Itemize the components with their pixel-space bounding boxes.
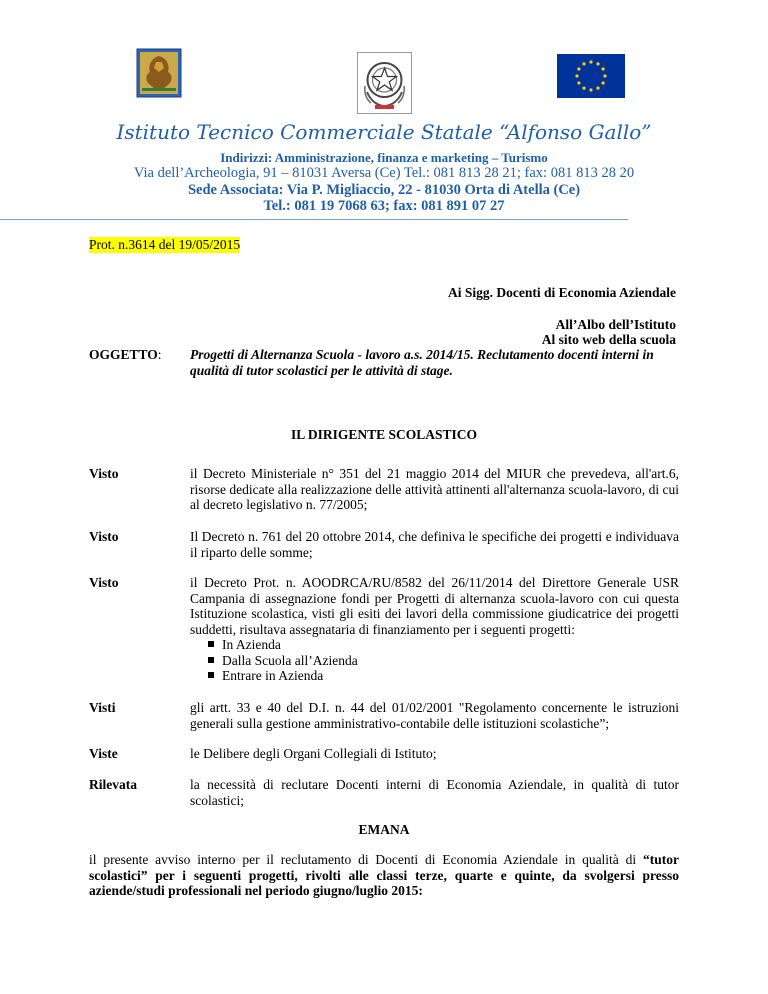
school-crest-logo	[136, 48, 182, 98]
consideration-label: Visto	[89, 529, 119, 544]
square-bullet-icon	[208, 672, 214, 678]
subject-label	[89, 347, 162, 363]
recipient-website: Al sito web della scuola	[541, 332, 676, 347]
consideration-text: gli artt. 33 e 40 del D.I. n. 44 del 01/02/2001 "Regolamento concernente le istruzioni generali sulla gestione amministrativo-contabile delle istituzioni scolastiche”;	[190, 700, 679, 731]
subject-label-text: OGGETTO	[89, 347, 158, 362]
consideration-text: il Decreto Prot. n. AOODRCA/RU/8582 del 26/11/2014 del Direttore Generale USR Campania di assegnazione fondi per Progetti di alternanza scuola-lavoro con cui questa Istituzione scolastica, visti gli esiti dei lavori della commissione giudicatrice dei progetti suddetti, risultava assegnataria di finanziamento per i seguenti progetti:	[190, 575, 679, 637]
consideration-text: il Decreto Ministeriale n° 351 del 21 maggio 2014 del MIUR che prevedeva, all'art.6, risorse dedicate alla realizzazione delle attività attinenti all'alternanza scuola-lavoro, di cui al decreto legislativo n. 77/2005;	[190, 466, 679, 512]
subject-label-colon: :	[157, 347, 162, 362]
school-indirizzi: Indirizzi: Amministrazione, finanza e marketing – Turismo	[220, 150, 548, 165]
eu-flag-logo	[557, 54, 625, 98]
project-name: Dalla Scuola all’Azienda	[222, 652, 358, 668]
final-paragraph-bold: “tutor scolastici” per i seguenti progetti, rivolti alle classi terze, quarte e quinte, da svolgersi presso aziende/studi professionali nel periodo giugno/luglio 2015:	[89, 852, 679, 898]
associated-site-address: Sede Associata: Via P. Migliaccio, 22 - 81030 Orta di Atella (Ce)	[187, 182, 581, 198]
consideration-text-with-list	[190, 575, 679, 684]
list-item	[206, 668, 679, 684]
final-paragraph-intro: il presente avviso interno per il reclutamento di Docenti di Economia Aziendale in qualità di	[89, 852, 643, 867]
square-bullet-icon	[208, 657, 214, 663]
subject-text: Progetti di Alternanza Scuola - lavoro a.s. 2014/15. Reclutamento docenti interni in qualità di tutor scolastici per le attività di stage.	[190, 347, 654, 378]
list-item	[206, 653, 679, 669]
final-paragraph	[89, 852, 679, 899]
consideration-label: Visto	[89, 575, 119, 590]
consideration-text: Il Decreto n. 761 del 20 ottobre 2014, che definiva le specifiche dei progetti e individuava il riparto delle somme;	[190, 529, 679, 560]
project-name: Entrare in Azienda	[222, 668, 324, 683]
protocol-number: Prot. n.3614 del 19/05/2015	[89, 237, 241, 252]
consideration-text: la necessità di reclutare Docenti interni di Economia Aziendale, in qualità di tutor scolastici;	[190, 777, 679, 808]
recipients-block	[448, 285, 676, 348]
consideration-label: Rilevata	[89, 777, 137, 792]
header-divider	[0, 219, 628, 220]
project-list	[190, 637, 679, 684]
list-item	[206, 637, 679, 653]
consideration-label: Visti	[89, 700, 116, 715]
recipient-albo: All’Albo dell’Istituto	[555, 316, 676, 332]
dirigente-heading: IL DIRIGENTE SCOLASTICO	[290, 427, 478, 442]
project-name: In Azienda	[222, 637, 281, 652]
square-bullet-icon	[208, 641, 214, 647]
school-name: Istituto Tecnico Commerciale Statale “Alfonso Gallo”	[116, 120, 652, 144]
school-address: Via dell’Archeologia, 91 – 81031 Aversa (Ce) Tel.: 081 813 28 21; fax: 081 813 28 20	[133, 165, 635, 181]
consideration-label: Visto	[89, 466, 119, 481]
consideration-text: le Delibere degli Organi Collegiali di Istituto;	[190, 746, 437, 761]
italian-republic-emblem	[357, 52, 412, 114]
recipient-teachers: Ai Sigg. Docenti di Economia Aziendale	[447, 285, 676, 300]
emana-heading: EMANA	[358, 822, 410, 837]
consideration-label: Viste	[89, 746, 118, 761]
associated-site-phone: Tel.: 081 19 7068 63; fax: 081 891 07 27	[263, 198, 505, 214]
